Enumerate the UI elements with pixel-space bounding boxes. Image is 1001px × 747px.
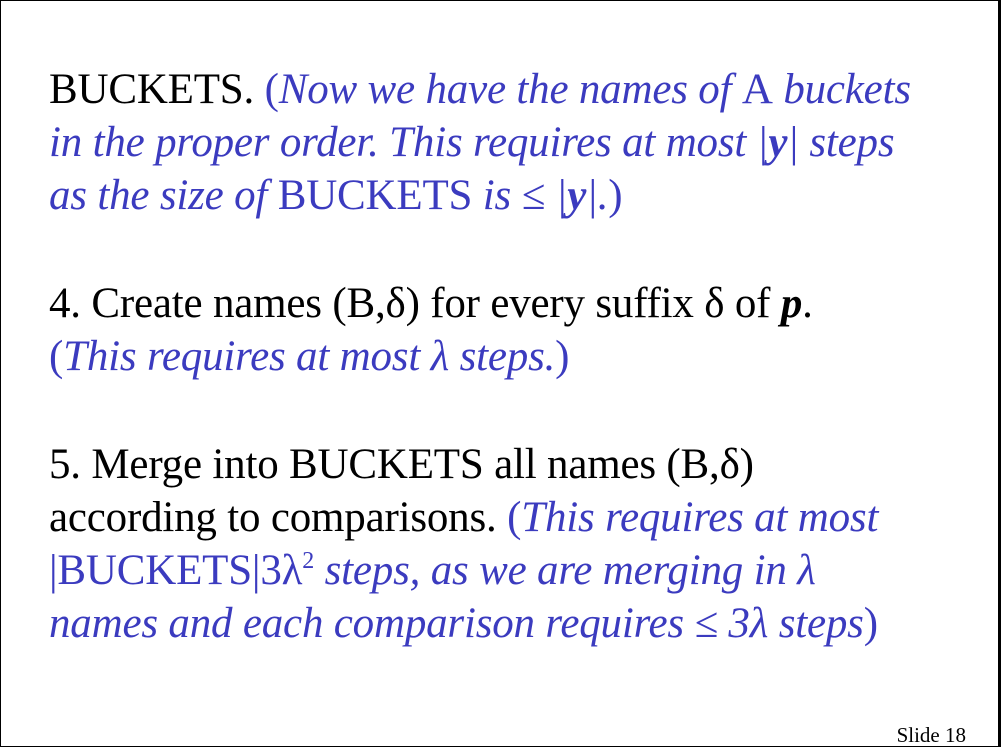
text-line-1 [49, 64, 911, 116]
note-text: buckets [772, 66, 911, 113]
open-paren: ( [264, 66, 279, 113]
note-text: |. [586, 172, 609, 219]
note-text: is ≤ | [472, 172, 568, 219]
note-text: steps, as we are merging in λ [314, 547, 816, 594]
close-paren: ) [555, 333, 570, 380]
period: . [802, 280, 813, 327]
buckets-formula: |BUCKETS|3λ [49, 547, 303, 594]
slide-number: Slide 18 [896, 723, 966, 747]
exponent: 2 [302, 548, 315, 574]
text-line-8 [49, 545, 816, 597]
note-text: Now we have the names of [278, 66, 742, 113]
step-5-text: 5. Merge into BUCKETS all names (B,δ) [49, 441, 754, 488]
var-y: y [768, 119, 788, 166]
buckets-label: BUCKETS. [49, 66, 265, 113]
close-paren: ) [863, 600, 878, 647]
step-5-text: according to comparisons. [49, 494, 508, 541]
note-text: in the proper order. This requires at most | [49, 119, 769, 166]
note-text: This requires at most [521, 494, 879, 541]
text-line-5 [49, 331, 569, 383]
var-p: p [780, 280, 803, 327]
note-text: names and each comparison requires ≤ 3λ steps [49, 600, 864, 647]
note-text: | steps [787, 119, 895, 166]
open-paren: ( [49, 333, 64, 380]
step-4-text: 4. Create names (B,δ) for every suffix δ of [49, 280, 781, 327]
note-text: This requires at most λ steps. [63, 333, 556, 380]
text-line-9 [49, 598, 878, 650]
var-y: y [567, 172, 587, 219]
alphabet-a: A [741, 66, 773, 113]
text-line-2 [49, 117, 894, 169]
buckets-term: BUCKETS [277, 172, 473, 219]
text-line-6 [49, 439, 754, 491]
text-line-3 [49, 170, 622, 222]
open-paren: ( [507, 494, 522, 541]
slide-right-border [998, 1, 1000, 746]
note-text: as the size of [49, 172, 278, 219]
text-line-4 [49, 278, 813, 330]
close-paren: ) [608, 172, 623, 219]
text-line-7 [49, 492, 878, 544]
